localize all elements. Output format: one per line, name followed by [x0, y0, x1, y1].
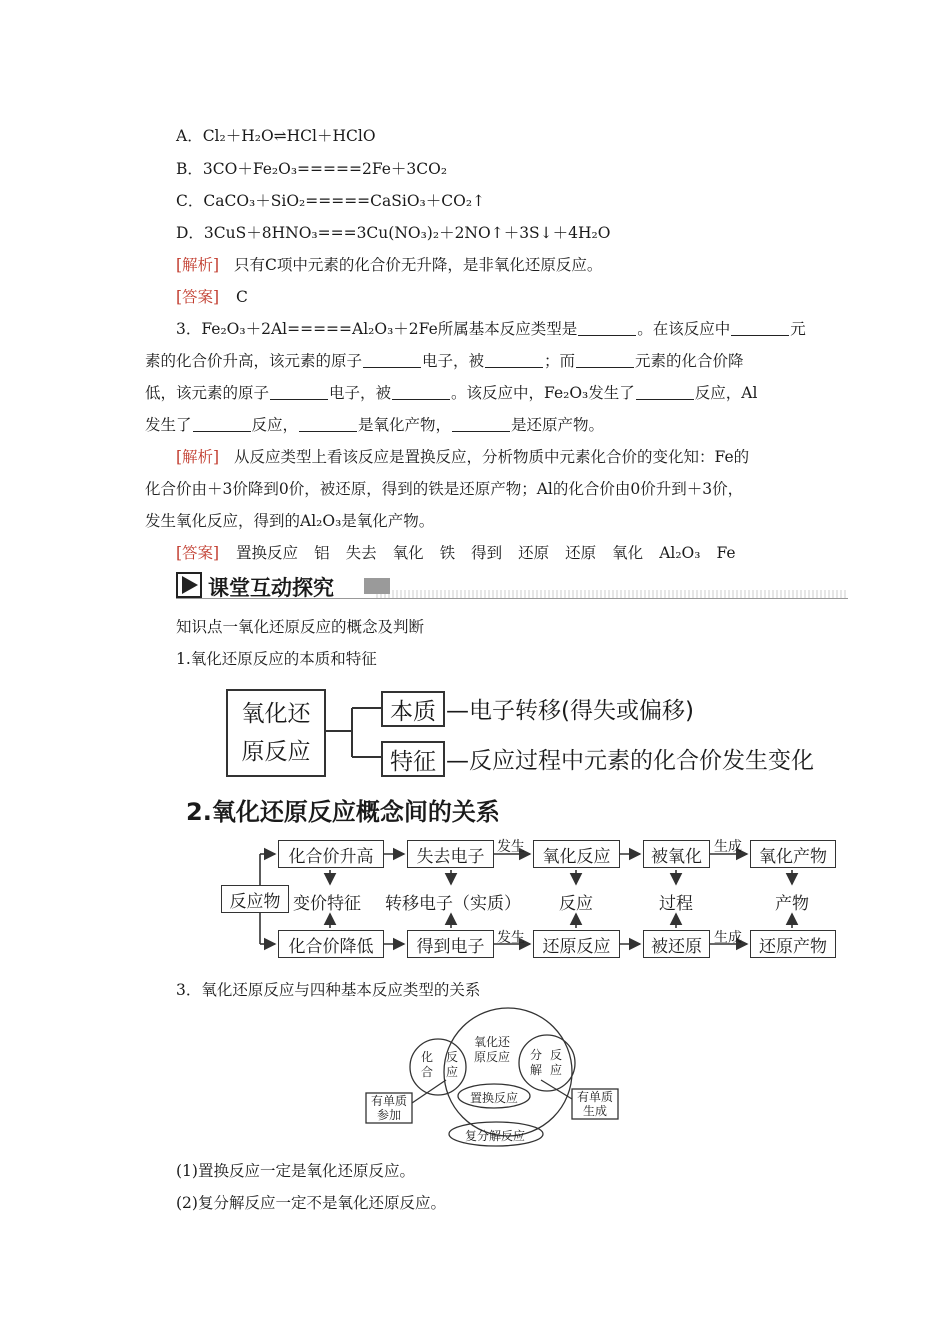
process-label: 过程 — [659, 894, 693, 914]
answer-item: 失去 — [345, 544, 377, 562]
essence-text: —电子转移(得失或偏移) — [446, 698, 694, 724]
oxidation-product-box: 氧化产物 — [750, 840, 836, 868]
oxidation-reaction-box: 氧化反应 — [533, 840, 620, 868]
option-c: C．CaCO₃＋SiO₂=====CaSiO₃＋CO₂↑ — [176, 192, 486, 210]
reaction-char: 反 — [446, 1050, 459, 1064]
subheading-2: 2.氧化还原反应概念间的关系 — [186, 798, 500, 826]
generate-label-top: 生成 — [714, 839, 742, 855]
center-line: 氧化还 — [474, 1035, 511, 1049]
section-title: 课堂互动探究 — [208, 576, 334, 600]
essence-box: 本质 — [381, 691, 445, 727]
note-line: 生成 — [582, 1104, 607, 1118]
q3-text: 电子，被 — [329, 384, 392, 402]
redox-center-label — [474, 1035, 510, 1065]
root-line: 氧化还 — [241, 701, 311, 727]
left-note — [369, 1094, 409, 1122]
combination-label — [421, 1050, 433, 1080]
answer-item: 还原 — [565, 544, 597, 562]
q3-analysis-2: 化合价由＋3价降到0价，被还原，得到的铁是还原产物；Al的化合价由0价升到＋3价， — [145, 480, 744, 498]
answer-tag: [答案] — [176, 544, 220, 562]
q3-text: 元 — [790, 320, 806, 338]
q3-text: 反应， — [251, 416, 299, 434]
valence-feature-label: 变价特征 — [293, 894, 361, 914]
option-b: B．3CO＋Fe₂O₃=====2Fe＋3CO₂ — [176, 160, 448, 178]
decomposition-label — [530, 1048, 542, 1078]
answer-tag: [答案] — [176, 288, 220, 306]
note-2: (2)复分解反应一定不是氧化还原反应。 — [176, 1194, 446, 1212]
q3-analysis-3: 发生氧化反应，得到的Al₂O₃是氧化产物。 — [145, 512, 435, 530]
reduction-reaction-box: 还原反应 — [533, 930, 620, 958]
q3-text: 电子，被 — [422, 352, 485, 370]
feature-text: —反应过程中元素的化合价发生变化 — [446, 748, 814, 774]
q3-text: 。在该反应中 — [637, 320, 731, 338]
reaction-char: 应 — [446, 1065, 459, 1079]
valence-decrease-box: 化合价降低 — [278, 930, 384, 958]
analysis-text: 从反应类型上看该反应是置换反应，分析物质中元素化合价的变化知：Fe的 — [234, 448, 750, 466]
root-line: 原反应 — [241, 739, 311, 765]
oxidized-box: 被氧化 — [643, 840, 710, 868]
gain-electron-box: 得到电子 — [407, 930, 494, 958]
subheading-1: 1.氧化还原反应的本质和特征 — [176, 650, 377, 668]
q3-text: 元素的化合价降 — [635, 352, 744, 370]
note-line: 有单质 — [370, 1094, 407, 1108]
analysis-tag: [解析] — [176, 448, 220, 466]
option-a: A．Cl₂＋H₂O⇌HCl＋HClO — [176, 127, 376, 145]
q3-text: 低，该元素的原子 — [145, 384, 270, 402]
decomposition-char: 分 — [530, 1048, 543, 1062]
right-reaction-label — [550, 1048, 562, 1078]
answer-item: 铁 — [439, 544, 456, 562]
replacement-label: 置换反应 — [470, 1091, 519, 1105]
combination-char: 化 — [421, 1050, 434, 1064]
answer-text: C — [236, 288, 248, 306]
occur-label-bottom: 发生 — [497, 930, 525, 946]
double-decomposition-label: 复分解反应 — [465, 1129, 526, 1143]
answer-item: 铝 — [314, 544, 330, 562]
reduced-box: 被还原 — [643, 930, 710, 958]
combination-char: 合 — [421, 1065, 434, 1079]
subheading-3: 3．氧化还原反应与四种基本反应类型的关系 — [176, 981, 481, 999]
q3-text: 是氧化产物， — [358, 416, 452, 434]
knowledge-point-title: 知识点一氧化还原反应的概念及判断 — [176, 618, 425, 636]
center-line: 原反应 — [474, 1050, 511, 1064]
q3-text: ；而 — [544, 352, 576, 370]
option-d: D．3CuS＋8HNO₃===3Cu(NO₃)₂＋2NO↑＋3S↓＋4H₂O — [176, 224, 611, 242]
generate-label-bottom: 生成 — [714, 930, 742, 946]
q3-text: 。该反应中，Fe₂O₃发生了 — [451, 384, 635, 402]
decomposition-char: 解 — [530, 1063, 543, 1077]
reaction-char: 反 — [550, 1048, 563, 1062]
reaction-label: 反应 — [559, 894, 593, 914]
product-label: 产物 — [775, 894, 809, 914]
lose-electron-box: 失去电子 — [407, 840, 494, 868]
answer-item: 氧化 — [392, 544, 424, 562]
q3-text: 素的化合价升高，该元素的原子 — [145, 352, 363, 370]
answer-item: 置换反应 — [236, 544, 299, 562]
answer-item: Fe — [716, 544, 736, 562]
reaction-char: 应 — [550, 1063, 563, 1077]
analysis-tag: [解析] — [176, 256, 220, 274]
answer-item: 还原 — [518, 544, 550, 562]
q3-text: 是还原产物。 — [511, 416, 605, 434]
left-reaction-label — [446, 1050, 458, 1080]
analysis-text: 只有C项中元素的化合价无升降，是非氧化还原反应。 — [234, 256, 603, 274]
reduction-product-box: 还原产物 — [750, 930, 836, 958]
note-line: 有单质 — [576, 1090, 613, 1104]
q3-text: 3．Fe₂O₃＋2Al=====Al₂O₃＋2Fe所属基本反应类型是 — [176, 320, 578, 338]
answer-item: Al₂O₃ — [659, 544, 701, 562]
valence-increase-box: 化合价升高 — [278, 840, 384, 868]
answer-item: 得到 — [471, 544, 503, 562]
answer-item: 氧化 — [612, 544, 644, 562]
electron-transfer-label: 转移电子（实质） — [385, 894, 521, 914]
feature-box: 特征 — [381, 741, 445, 777]
q3-text: 发生了 — [145, 416, 192, 434]
decomposition-circle — [519, 1035, 575, 1091]
right-note — [575, 1090, 615, 1118]
note-1: (1)置换反应一定是氧化还原反应。 — [176, 1162, 415, 1180]
occur-label-top: 发生 — [497, 839, 525, 855]
note-line: 参加 — [376, 1108, 401, 1122]
q3-text: 反应，Al — [694, 384, 758, 402]
reactant-box: 反应物 — [221, 885, 289, 913]
